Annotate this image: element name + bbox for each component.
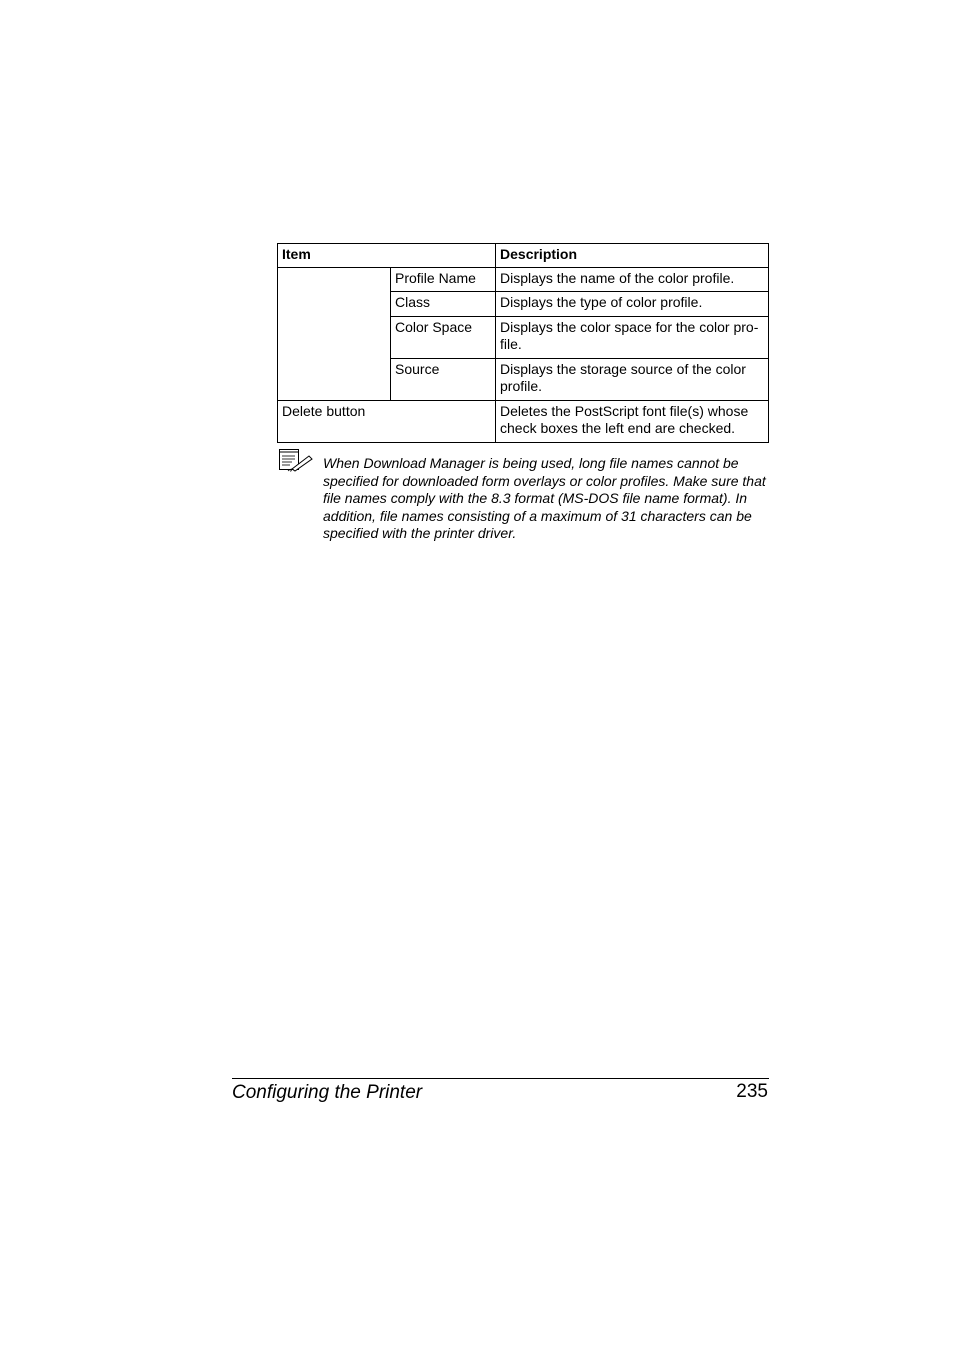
description-delete-button: Deletes the PostScript font file(s) whose check boxes the left end are checked. xyxy=(496,400,769,442)
description-class: Displays the type of color profile. xyxy=(496,292,769,317)
sub-item-profile-name: Profile Name xyxy=(391,267,496,292)
empty-group-cell xyxy=(278,267,391,400)
description-color-space: Displays the color space for the color pro-file. xyxy=(496,316,769,358)
sub-item-class: Class xyxy=(391,292,496,317)
description-profile-name: Displays the name of the color profile. xyxy=(496,267,769,292)
footer-chapter-title: Configuring the Printer xyxy=(232,1082,423,1103)
note-pad-pencil-icon xyxy=(278,448,314,472)
header-description: Description xyxy=(496,244,769,268)
sub-item-source: Source xyxy=(391,358,496,400)
footer-page-number: 235 xyxy=(736,1081,768,1102)
note-text: When Download Manager is being used, long file names cannot be specified for downloaded form overlays or color profiles. Make sure that file names comply with the 8.3 format (MS-DOS file name format). In addition, file names consisting of a maximum of 31 characters can be specified with the printer driver. xyxy=(323,455,766,541)
table-row-delete xyxy=(278,400,769,442)
description-source: Displays the storage source of the color profile. xyxy=(496,358,769,400)
table-header-row xyxy=(278,244,769,268)
item-delete-button: Delete button xyxy=(278,400,496,442)
sub-item-color-space: Color Space xyxy=(391,316,496,358)
footer-divider xyxy=(232,1078,769,1079)
table-row xyxy=(278,267,769,292)
settings-description-table xyxy=(277,243,769,443)
header-item: Item xyxy=(278,244,496,268)
